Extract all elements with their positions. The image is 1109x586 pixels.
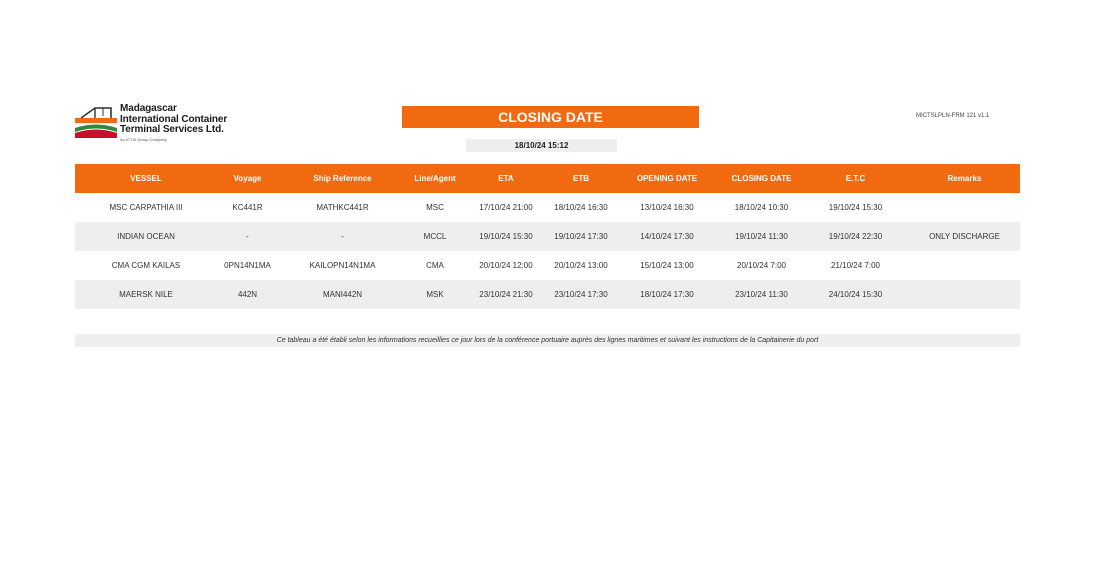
cell-eta: 23/10/24 21:30: [479, 290, 533, 299]
cell-etb: 18/10/24 16:30: [554, 203, 608, 212]
cell-etb: 19/10/24 17:30: [554, 232, 608, 241]
crane-logo-icon: [75, 106, 117, 138]
cell-line-agent: MSK: [426, 290, 444, 299]
cell-opening-date: 14/10/24 17:30: [640, 232, 694, 241]
table-header-row: [75, 164, 1020, 193]
cell-remarks: ONLY DISCHARGE: [929, 232, 1000, 241]
cell-vessel: CMA CGM KAILAS: [111, 261, 181, 270]
cell-line-agent: CMA: [426, 261, 444, 270]
header-remarks: Remarks: [947, 174, 982, 183]
cell-eta: 20/10/24 12:00: [479, 261, 533, 270]
cell-vessel: MSC CARPATHIA III: [109, 203, 183, 212]
cell-ship-reference: MANI442N: [322, 290, 363, 299]
cell-vessel: MAERSK NILE: [119, 290, 173, 299]
cell-opening-date: 18/10/24 17:30: [640, 290, 694, 299]
cell-eta: 17/10/24 21:00: [479, 203, 533, 212]
table-row: [75, 251, 1020, 280]
company-logo: [75, 104, 245, 146]
cell-line-agent: MSC: [426, 203, 444, 212]
header-line-agent: Line/Agent: [414, 174, 456, 183]
table-row: [75, 280, 1020, 309]
cell-closing-date: 20/10/24 7:00: [737, 261, 786, 270]
cell-voyage: KC441R: [232, 203, 263, 212]
header-voyage: Voyage: [233, 174, 262, 183]
cell-closing-date: 19/10/24 11:30: [735, 232, 788, 241]
page-title: CLOSING DATE: [402, 106, 699, 128]
table-row: [75, 222, 1020, 251]
header-ship-reference: Ship Reference: [313, 174, 372, 183]
cell-etc: 19/10/24 22:30: [828, 232, 883, 241]
cell-ship-reference: MATHKC441R: [316, 203, 369, 212]
report-date: 18/10/24 15:12: [466, 139, 617, 152]
company-name-line2: International Container: [120, 113, 228, 125]
cell-opening-date: 15/10/24 13:00: [640, 261, 694, 270]
closing-date-table: [75, 164, 1020, 309]
document-reference: MICTSLPLN-FRM 121 v1.1: [916, 113, 990, 119]
cell-vessel: INDIAN OCEAN: [117, 232, 175, 241]
company-name-line1: Madagascar: [120, 103, 177, 114]
header-eta: ETA: [498, 174, 514, 183]
header-closing-date: CLOSING DATE: [731, 174, 792, 183]
header-opening-date: OPENING DATE: [636, 174, 698, 183]
cell-opening-date: 13/10/24 16:30: [640, 203, 694, 212]
cell-remarks: [909, 280, 1020, 309]
cell-etb: 23/10/24 17:30: [554, 290, 608, 299]
header-vessel: VESSEL: [130, 174, 162, 183]
cell-closing-date: 23/10/24 11:30: [735, 290, 788, 299]
footer-note: Ce tableau a été établi selon les informations recueillies ce jour lors de la conférence portuaire auprès des lignes maritimes et suivant les instructions de la Capitainerie du port: [75, 334, 1020, 347]
cell-etb: 20/10/24 13:00: [554, 261, 608, 270]
cell-ship-reference: KAILOPN14N1MA: [309, 261, 376, 270]
cell-etc: 24/10/24 15:30: [828, 290, 883, 299]
company-tagline: An ICTSI Group Company: [120, 137, 167, 142]
table-row: [75, 193, 1020, 222]
cell-etc: 19/10/24 15:30: [828, 203, 883, 212]
cell-ship-reference: -: [341, 232, 344, 241]
cell-voyage: 0PN14N1MA: [224, 261, 271, 270]
company-name-line3: Terminal Services Ltd.: [120, 124, 224, 135]
cell-eta: 19/10/24 15:30: [479, 232, 533, 241]
cell-voyage: 442N: [237, 290, 258, 299]
cell-remarks: [909, 251, 1020, 280]
cell-etc: 21/10/24 7:00: [831, 261, 880, 270]
cell-voyage: -: [246, 232, 249, 241]
cell-line-agent: MCCL: [423, 232, 447, 241]
header-etc: E.T.C: [845, 174, 866, 183]
cell-remarks: [909, 193, 1020, 222]
cell-closing-date: 18/10/24 10:30: [734, 203, 789, 212]
header-etb: ETB: [573, 174, 589, 183]
